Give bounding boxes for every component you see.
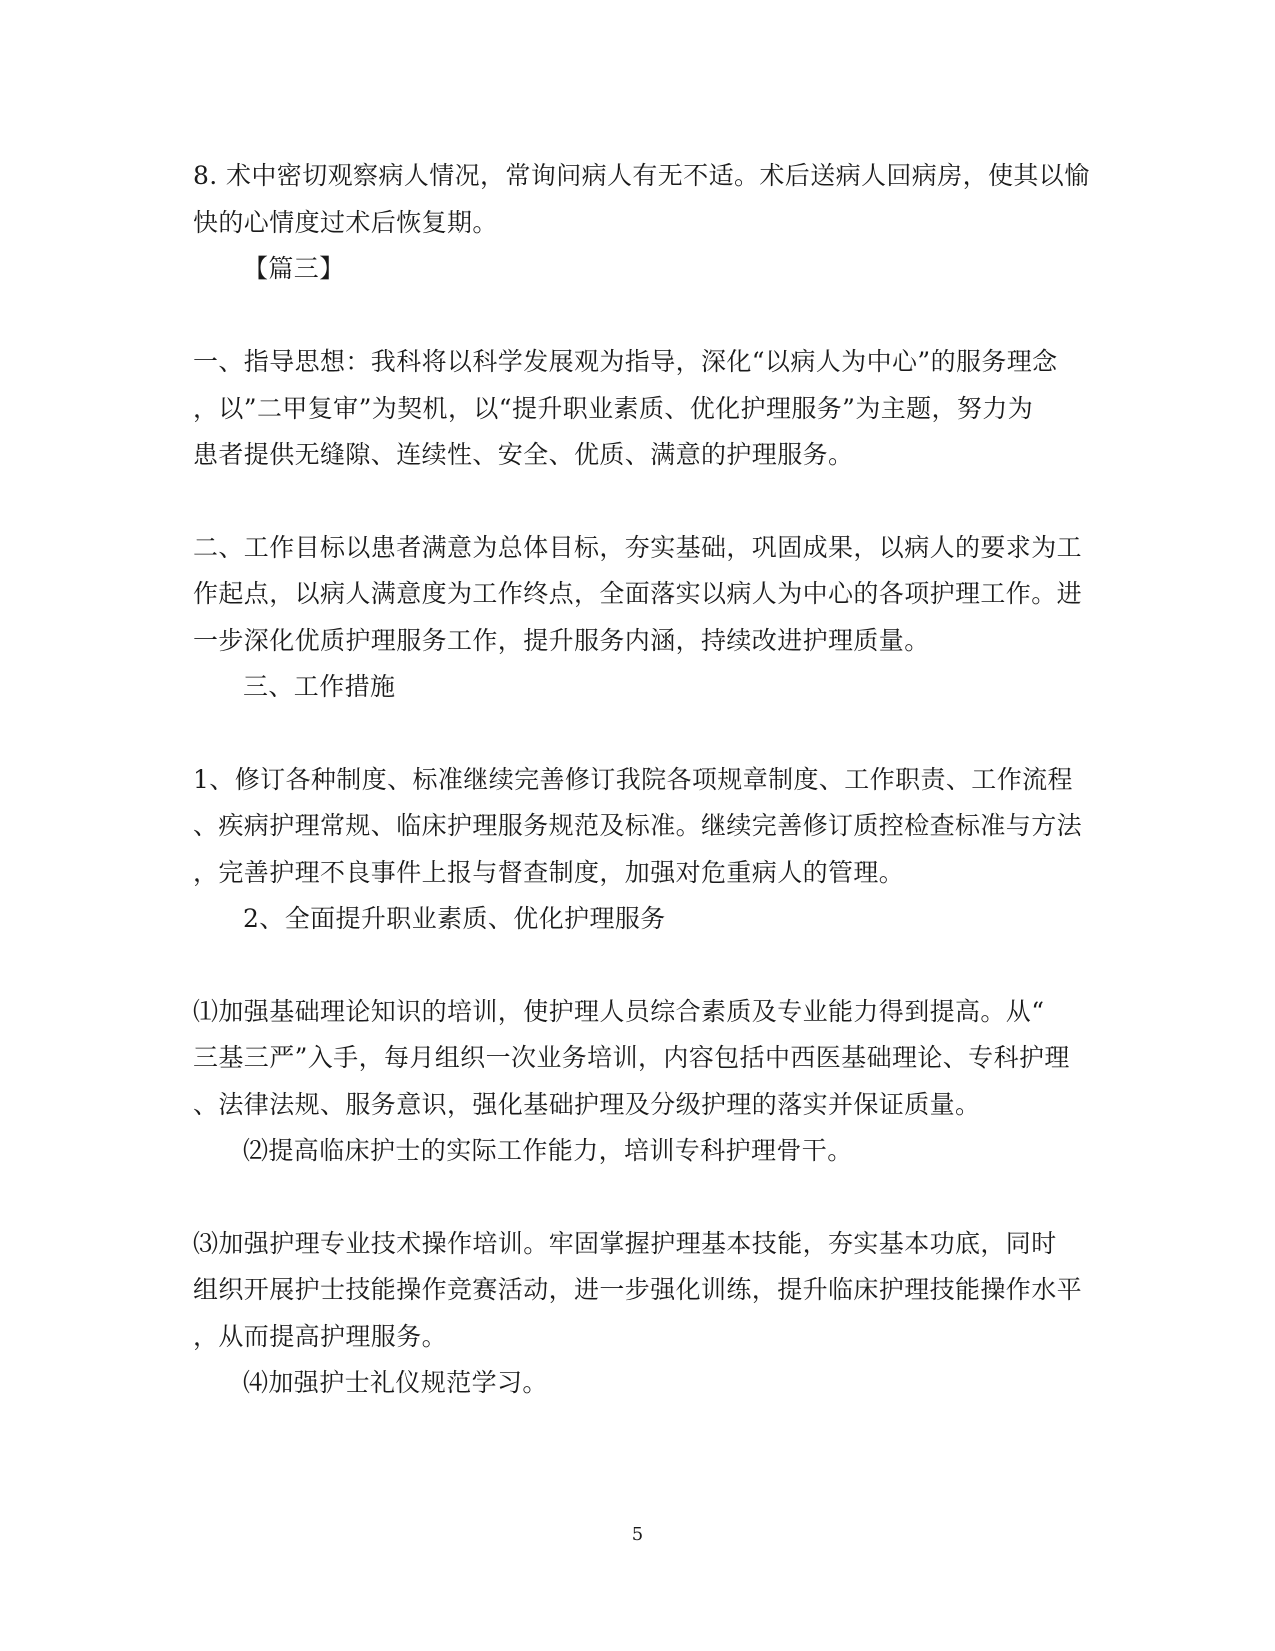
text-line: 二、工作目标以患者满意为总体目标，夯实基础，巩固成果，以病人的要求为工 — [193, 533, 1083, 562]
text-line: 、疾病护理常规、临床护理服务规范及标准。继续完善修订质控检查标准与方法 — [193, 811, 1083, 840]
text-line: ⑶加强护理专业技术操作培训。牢固掌握护理基本技能，夯实基本功底，同时 — [193, 1229, 1057, 1258]
subsection-heading: 2、全面提升职业素质、优化护理服务 — [243, 904, 666, 933]
text-line: ⑴加强基础理论知识的培训，使护理人员综合素质及专业能力得到提高。从“ — [193, 997, 1045, 1026]
text-line: 、法律法规、服务意识，强化基础护理及分级护理的落实并保证质量。 — [193, 1090, 981, 1119]
text-line: 一步深化优质护理服务工作，提升服务内涵，持续改进护理质量。 — [193, 626, 930, 655]
text-line: ，从而提高护理服务。 — [193, 1322, 448, 1351]
text-line: ，以”二甲复审”为契机，以“提升职业素质、优化护理服务”为主题，努力为 — [193, 394, 1034, 423]
text-line: 三基三严”入手，每月组织一次业务培训，内容包括中西医基础理论、专科护理 — [193, 1043, 1070, 1072]
subsection-heading: 三、工作措施 — [243, 672, 396, 701]
text-line: 组织开展护士技能操作竞赛活动，进一步强化训练，提升临床护理技能操作水平 — [193, 1275, 1083, 1304]
text-line: ⑷加强护士礼仪规范学习。 — [243, 1368, 548, 1397]
text-line: 作起点，以病人满意度为工作终点，全面落实以病人为中心的各项护理工作。进 — [193, 579, 1083, 608]
text-line: ⑵提高临床护士的实际工作能力，培训专科护理骨干。 — [243, 1136, 853, 1165]
section-heading: 【篇三】 — [243, 254, 345, 283]
text-line: 8. 术中密切观察病人情况，常询问病人有无不适。术后送病人回病房，使其以愉 — [193, 161, 1090, 190]
text-line: ，完善护理不良事件上报与督查制度，加强对危重病人的管理。 — [193, 858, 905, 887]
text-line: 快的心情度过术后恢复期。 — [193, 208, 498, 237]
text-line: 患者提供无缝隙、连续性、安全、优质、满意的护理服务。 — [193, 440, 854, 469]
text-line: 一、指导思想：我科将以科学发展观为指导，深化“以病人为中心”的服务理念 — [193, 347, 1058, 376]
page-number: 5 — [631, 1524, 644, 1545]
text-line: 1、修订各种制度、标准继续完善修订我院各项规章制度、工作职责、工作流程 — [193, 765, 1073, 794]
